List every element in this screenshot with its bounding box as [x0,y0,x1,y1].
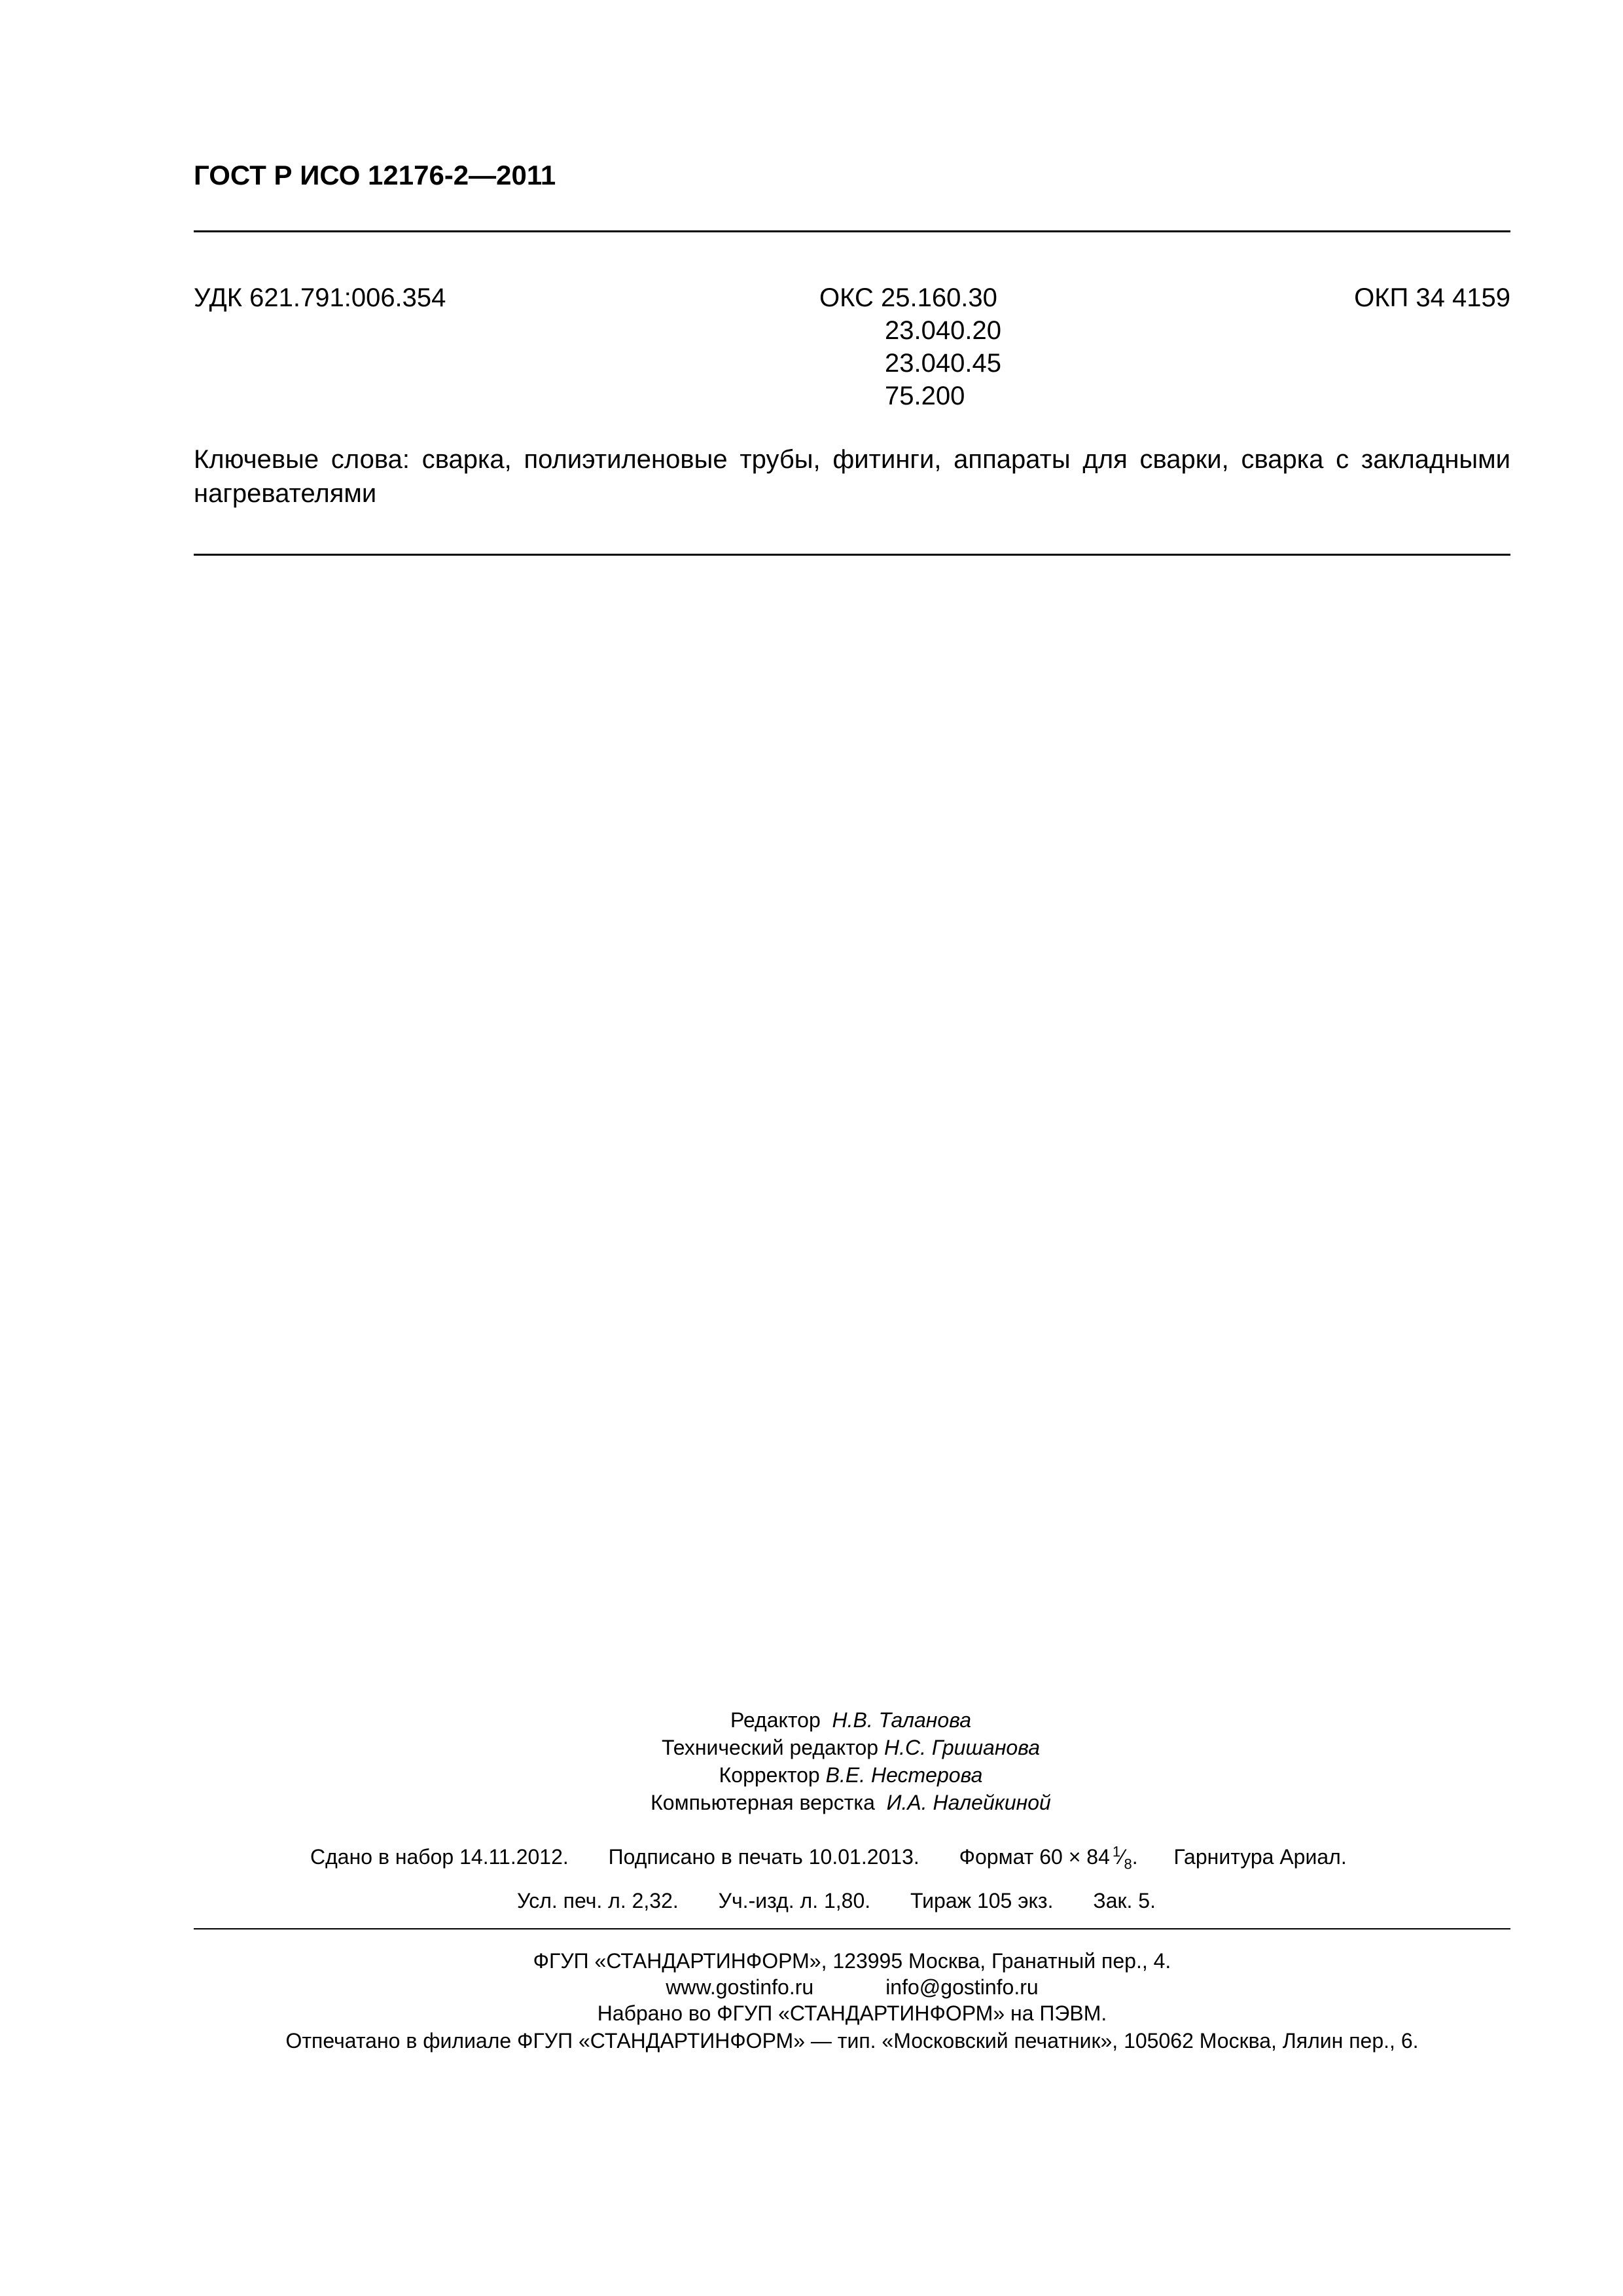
oks-code-primary: ОКС 25.160.30 [819,283,997,312]
credit-role: Компьютерная верстка [651,1791,875,1814]
publication-row-1 [310,1843,1381,1873]
contact-line [194,1975,1510,2000]
credit-layout [0,1791,1623,1815]
keywords-divider [194,554,1510,556]
oks-code: 75.200 [885,382,965,410]
paper-format: Формат 60 × 84 $^1⁄_8$. [959,1843,1144,1873]
website-link[interactable]: www.gostinfo.ru [666,1975,814,1999]
credit-role: Корректор [719,1763,820,1787]
credit-role: Редактор [730,1708,821,1732]
print-run: Тираж 105 экз. [910,1889,1054,1912]
udk-code: УДК 621.791:006.354 [194,283,446,312]
credit-editor [0,1708,1623,1732]
publication-row-2 [517,1889,1190,1913]
oks-code: 23.040.20 [885,316,1001,345]
header-divider [194,230,1510,232]
printed-note: Отпечатано в филиале ФГУП «СТАНДАРТИНФОРМ» — тип. «Московский печатник», 105062 Москва, Лялин пер., 6. [285,2029,1419,2053]
typeset-note: Набрано во ФГУП «СТАНДАРТИНФОРМ» на ПЭВМ. [597,2001,1107,2025]
oks-code: 23.040.45 [885,349,1001,378]
credit-role: Технический редактор [661,1736,879,1759]
credit-name: Н.С. Гришанова [883,1736,1041,1759]
credit-name: В.Е. Нестерова [825,1763,983,1787]
sent-date: Сдано в набор 14.11.2012. [310,1844,569,1869]
credit-name: И.А. Налейкиной [886,1791,1051,1814]
print-sheets: Усл. печ. л. 2,32. [517,1889,679,1912]
typeface: Гарнитура Ариал. [1173,1844,1347,1869]
signed-date: Подписано в печать 10.01.2013. [608,1844,919,1869]
publisher-address: ФГУП «СТАНДАРТИНФОРМ», 123995 Москва, Гранатный пер., 4. [533,1949,1171,1973]
edit-sheets: Уч.-изд. л. 1,80. [718,1889,871,1912]
okp-code: ОКП 34 4159 [1354,283,1510,312]
credit-tech-editor [0,1736,1623,1760]
credit-proofreader [0,1763,1623,1787]
order-number: Зак. 5. [1093,1889,1156,1912]
email-link[interactable]: info@gostinfo.ru [885,1975,1039,1999]
credit-name: Н.В. Таланова [832,1708,971,1732]
footer-divider [194,1928,1510,1929]
document-header-title: ГОСТ Р ИСО 12176-2—2011 [194,160,556,190]
oks-codes [819,281,1001,412]
keywords-paragraph: Ключевые слова: сварка, полиэтиленовые трубы, фитинги, аппараты для сварки, сварка с закладными нагревателями [194,445,1510,508]
